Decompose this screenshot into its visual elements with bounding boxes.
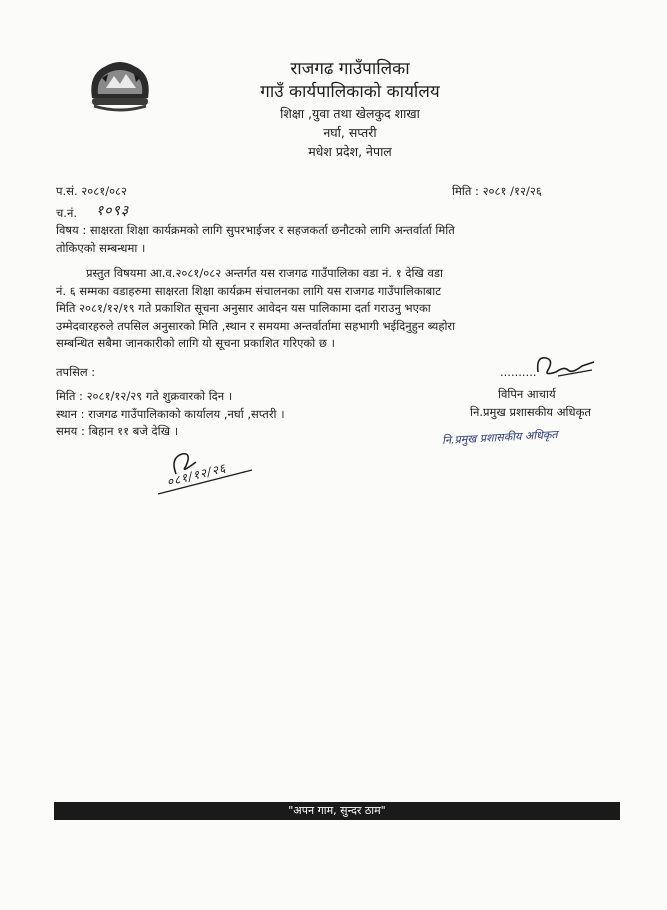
body-paragraph — [56, 265, 612, 353]
letter-date — [452, 184, 542, 199]
subject-line-2: तोकिएको सम्बन्धमा । — [56, 240, 146, 255]
cn-label: च.नं. — [56, 206, 77, 220]
office-location: नर्घा, सप्तरी — [323, 125, 377, 140]
office-province: मधेश प्रदेश, नेपाल — [308, 144, 392, 159]
signatory-name: विपिन आचार्य — [498, 387, 556, 401]
tapsil-label: तपसिल : — [56, 365, 96, 379]
patra-sankhya — [56, 184, 127, 199]
footer-slogan: "अपन गाम, सुन्दर ठाम" — [288, 804, 386, 817]
ps-value: २०८१/०८२ — [81, 184, 128, 198]
tapsil-time: समय : बिहान ११ बजे देखि । — [56, 424, 179, 438]
office-header — [200, 58, 500, 162]
body-line-1: प्रस्तुत विषयमा आ.व.२०८१/०८२ अन्तर्गत यस राजगढ गाउँपालिका वडा नं. १ देखि वडा — [86, 266, 444, 280]
subject-line — [56, 222, 612, 257]
handwritten-receipt-date: ०८१/१२/२६ — [165, 460, 228, 490]
chalani-number — [56, 206, 77, 221]
body-line-5: सम्बन्धित सबैमा जानकारीको लागि यो सूचना प्रकाशित गरिएको छ । — [56, 336, 335, 350]
nepal-emblem-icon — [84, 54, 156, 114]
body-line-4: उम्मेदवारहरुले तपसिल अनुसारको मिति ,स्थान र समयमा अन्तर्वार्तामा सहभागी भईदिनुहुन ब्यहोरा — [56, 318, 456, 333]
ps-label: प.सं. — [56, 184, 78, 198]
signatory-title: नि.प्रमुख प्रशासकीय अधिकृत — [470, 405, 591, 419]
tapsil-place: स्थान : राजगढ गाउँपालिकाको कार्यालय ,नर्घा ,सप्तरी । — [56, 406, 285, 421]
tapsil-details — [56, 388, 386, 441]
subject-line-1: विषय : साक्षरता शिक्षा कार्यक्रमको लागि सुपरभाईजर र सहजकर्ता छनौटको लागि अन्तर्वार्ता मिति — [56, 223, 455, 237]
chalani-value-handwritten: १०९३ — [96, 203, 130, 219]
body-line-2: नं. ६ सम्मका वडाहरुमा साक्षरता शिक्षा कार्यक्रम संचालनका लागि यस राजगढ गाउँपालिकाबाट — [56, 283, 442, 298]
body-line-3: मिति २०८१/१२/१९ गते प्रकाशित सूचना अनुसार आवेदन यस पालिकामा दर्ता गराउनु भएका — [56, 301, 431, 315]
section-name: शिक्षा ,युवा तथा खेलकुद शाखा — [280, 106, 420, 121]
signature-dots: .......... — [500, 365, 537, 379]
tapsil-date: मिति : २०८१/१२/२९ गते शुक्रवारको दिन । — [56, 389, 233, 403]
signature-mark — [528, 350, 600, 384]
footer-slogan-bar — [54, 802, 620, 820]
date-value: २०८१ /१२/२६ — [482, 184, 542, 198]
date-label: मिति : — [452, 184, 479, 198]
office-name: गाउँ कार्यपालिकाको कार्यालय — [260, 82, 440, 102]
municipality-name: राजगढ गाउँपालिका — [290, 59, 410, 79]
officer-stamp: नि.प्रमुख प्रशासकीय अधिकृत — [441, 427, 558, 448]
